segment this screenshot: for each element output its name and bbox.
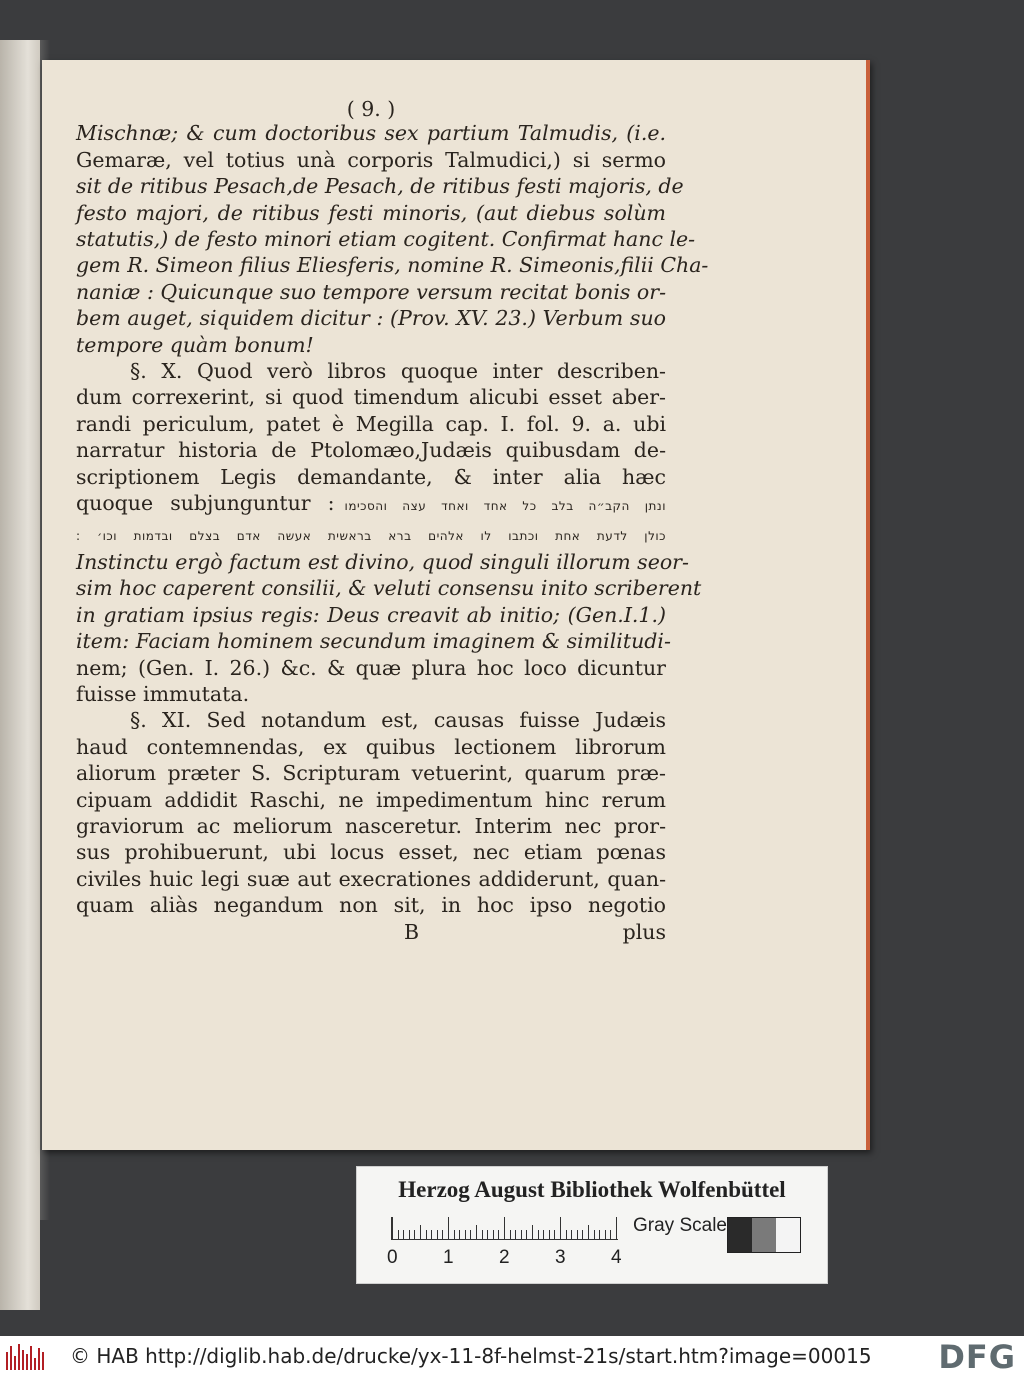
text-line-content: sim hoc caperent consilii, & veluti consensu inito scriberent (76, 576, 702, 601)
text-line-content: §. XI. Sed notandum est, causas fuisse Judæis (130, 708, 666, 733)
hebrew-quotation: ונתן הקב״ה בלב כל אחד ואחד עצה והסכימו (344, 499, 666, 514)
text-line (76, 520, 666, 549)
text-line (76, 490, 666, 519)
text-line-content: randi periculum, patet è Megilla cap. I. fol. 9. a. ubi (76, 411, 666, 436)
text-line-content: tempore quàm bonum! (76, 332, 314, 357)
text-line (76, 549, 689, 575)
text-line-content: Gemaræ, vel totius unà corporis Talmudici,) si sermo (76, 147, 666, 172)
ruler-tick (403, 1230, 404, 1239)
text-line-content: in gratiam ipsius regis: Deus creavit ab initio; (Gen.I.1.) (76, 602, 666, 627)
text-line (76, 173, 684, 199)
ruler-tick (577, 1230, 578, 1239)
text-line (76, 464, 666, 490)
text-line (76, 839, 666, 865)
ruler-tick (470, 1230, 471, 1239)
logo-bar (10, 1346, 12, 1370)
text-line (76, 575, 702, 601)
ruler-tick (431, 1230, 432, 1239)
ruler-tick (442, 1230, 443, 1239)
gray-swatch (776, 1218, 800, 1252)
ruler-tick (543, 1230, 544, 1239)
text-line-content: sit de ritibus Pesach,de Pesach, de ritibus festi majoris, de (76, 174, 684, 199)
page-text (76, 96, 709, 949)
ruler-tick (594, 1230, 595, 1239)
text-line (76, 734, 666, 760)
text-line-content: §. X. Quod verò libros quoque inter describen- (130, 359, 666, 384)
logo-bar (22, 1350, 24, 1370)
logo-bar (14, 1356, 16, 1370)
ruler-tick (532, 1225, 533, 1239)
text-line-content: festo majori, de ritibus festi minoris, (aut diebus solùm (76, 200, 666, 225)
measurement-ruler (391, 1217, 618, 1240)
text-line (76, 411, 666, 437)
ruler-tick (487, 1230, 488, 1239)
text-line (76, 760, 666, 786)
ruler-tick (476, 1225, 477, 1239)
ruler-tick (420, 1225, 421, 1239)
text-line-content: Mischnæ; & cum doctoribus sex partium Talmudis, (i.e. (76, 121, 666, 146)
text-line-content: statutis,) de festo minori etiam cogitent. Confirmat hanc le- (76, 227, 696, 252)
text-line-content: fuisse immutata. (76, 681, 250, 706)
ruler-tick (510, 1230, 511, 1239)
text-line (76, 252, 709, 278)
text-line (76, 147, 666, 173)
ruler-tick (482, 1230, 483, 1239)
gray-swatch (728, 1218, 752, 1252)
logo-bar (6, 1352, 8, 1370)
text-line (76, 787, 666, 813)
ruler-tick (426, 1230, 427, 1239)
library-color-card (356, 1166, 828, 1284)
text-line (76, 358, 666, 384)
library-name: Herzog August Bibliothek Wolfenbüttel (398, 1177, 786, 1202)
text-line-content: dum correxerint, si quod timendum alicubi esset aber- (76, 385, 666, 410)
catchword: plus (622, 919, 666, 944)
ruler-tick (437, 1230, 438, 1239)
gray-swatch (752, 1218, 776, 1252)
text-lines (76, 120, 709, 918)
text-line-content: cipuam addidit Raschi, ne impedimentum hinc rerum (76, 787, 666, 812)
ruler-tick (398, 1230, 399, 1239)
hab-logo-icon (6, 1344, 46, 1370)
text-line-content: Instinctu ergò factum est divino, quod singuli illorum seor- (76, 549, 689, 574)
text-line-content: sus prohibuerunt, ubi locus esset, nec etiam pœnas (76, 840, 666, 865)
gray-scale-swatches (727, 1217, 801, 1253)
ruler-tick (566, 1230, 567, 1239)
ruler-tick (571, 1230, 572, 1239)
text-line-content: quoque subjunguntur : (76, 491, 335, 516)
text-line (76, 892, 666, 918)
text-line (76, 226, 696, 252)
ruler-tick (605, 1230, 606, 1239)
ruler-tick (582, 1230, 583, 1239)
ruler-tick (409, 1230, 410, 1239)
text-line (76, 707, 666, 733)
ruler-number: 2 (499, 1247, 510, 1268)
ruler-tick (560, 1217, 561, 1239)
ruler-tick (493, 1230, 494, 1239)
hebrew-quotation: כולן לדעת אחת וכתבו לו אלהים ברא בראשית אעשה אדם בצלם ובדמות וכו׳ : (76, 528, 666, 543)
text-line (76, 120, 666, 146)
dfg-logo: DFG (938, 1338, 1016, 1376)
logo-bar (38, 1348, 40, 1370)
text-line (76, 437, 666, 463)
ruler-tick (588, 1225, 589, 1239)
ruler-tick (454, 1230, 455, 1239)
logo-bar (34, 1358, 36, 1370)
text-line-content: haud contemnendas, ex quibus lectionem librorum (76, 734, 666, 759)
page-folio: ( 9. ) (346, 97, 396, 121)
text-line-content: aliorum præter S. Scripturam vetuerint, quarum præ- (76, 761, 666, 786)
ruler-tick (414, 1230, 415, 1239)
text-line (76, 866, 666, 892)
page-footer-line (76, 919, 666, 949)
ruler-tick (504, 1217, 505, 1239)
ruler-tick (515, 1230, 516, 1239)
text-line (76, 305, 666, 331)
ruler-tick (616, 1217, 617, 1239)
ruler-tick (521, 1230, 522, 1239)
ruler-tick (498, 1230, 499, 1239)
ruler-number: 3 (555, 1247, 566, 1268)
logo-bar (30, 1346, 32, 1370)
ruler-number: 4 (611, 1247, 622, 1268)
text-line-content: graviorum ac meliorum nasceretur. Interim nec pror- (76, 813, 666, 838)
ruler-tick (448, 1217, 449, 1239)
ruler-tick (459, 1230, 460, 1239)
ruler-tick (526, 1230, 527, 1239)
ruler-tick (392, 1217, 393, 1239)
text-line (76, 384, 666, 410)
text-line (76, 681, 666, 707)
text-line (76, 655, 666, 681)
text-line (76, 332, 666, 358)
text-line-content: civiles huic legi suæ aut execrationes addiderunt, quan- (76, 866, 666, 891)
ruler-number: 1 (443, 1247, 454, 1268)
text-line-content: bem auget, siquidem dicitur : (Prov. XV. 23.) Verbum suo (76, 306, 666, 331)
text-line (76, 279, 666, 305)
signature-mark: B (404, 919, 420, 944)
ruler-tick (599, 1230, 600, 1239)
text-line-content: quam aliàs negandum non sit, in hoc ipso negotio (76, 893, 666, 918)
previous-page-edge (0, 40, 40, 1310)
ruler-tick (554, 1230, 555, 1239)
text-line (76, 200, 666, 226)
gray-scale-label: Gray Scale (633, 1215, 727, 1236)
logo-bar (26, 1354, 28, 1370)
text-line-content: naniæ : Quicunque suo tempore versum recitat bonis or- (76, 279, 666, 304)
text-line-content: gem R. Simeon filius Eliesferis, nomine R. Simeonis,filii Cha- (76, 253, 709, 278)
logo-bar (42, 1352, 44, 1370)
ruler-tick (465, 1230, 466, 1239)
ruler-number: 0 (387, 1247, 398, 1268)
source-url[interactable]: © HAB http://diglib.hab.de/drucke/yx-11-8f-helmst-21s/start.htm?image=00015 (70, 1344, 872, 1368)
text-line-content: item: Faciam hominem secundum imaginem & similitudi- (76, 629, 671, 654)
text-line-content: nem; (Gen. I. 26.) &c. & quæ plura hoc loco dicuntur (76, 655, 666, 680)
text-line (76, 813, 666, 839)
ruler-tick (549, 1230, 550, 1239)
viewer-footer (0, 1336, 1024, 1378)
ruler-tick (538, 1230, 539, 1239)
ruler-tick (610, 1230, 611, 1239)
text-line-content: narratur historia de Ptolomæo,Judæis quibusdam de- (76, 438, 666, 463)
text-line (76, 602, 666, 628)
logo-bar (18, 1344, 20, 1370)
text-line (76, 628, 671, 654)
text-line-content: scriptionem Legis demandante, & inter alia hæc (76, 464, 666, 489)
